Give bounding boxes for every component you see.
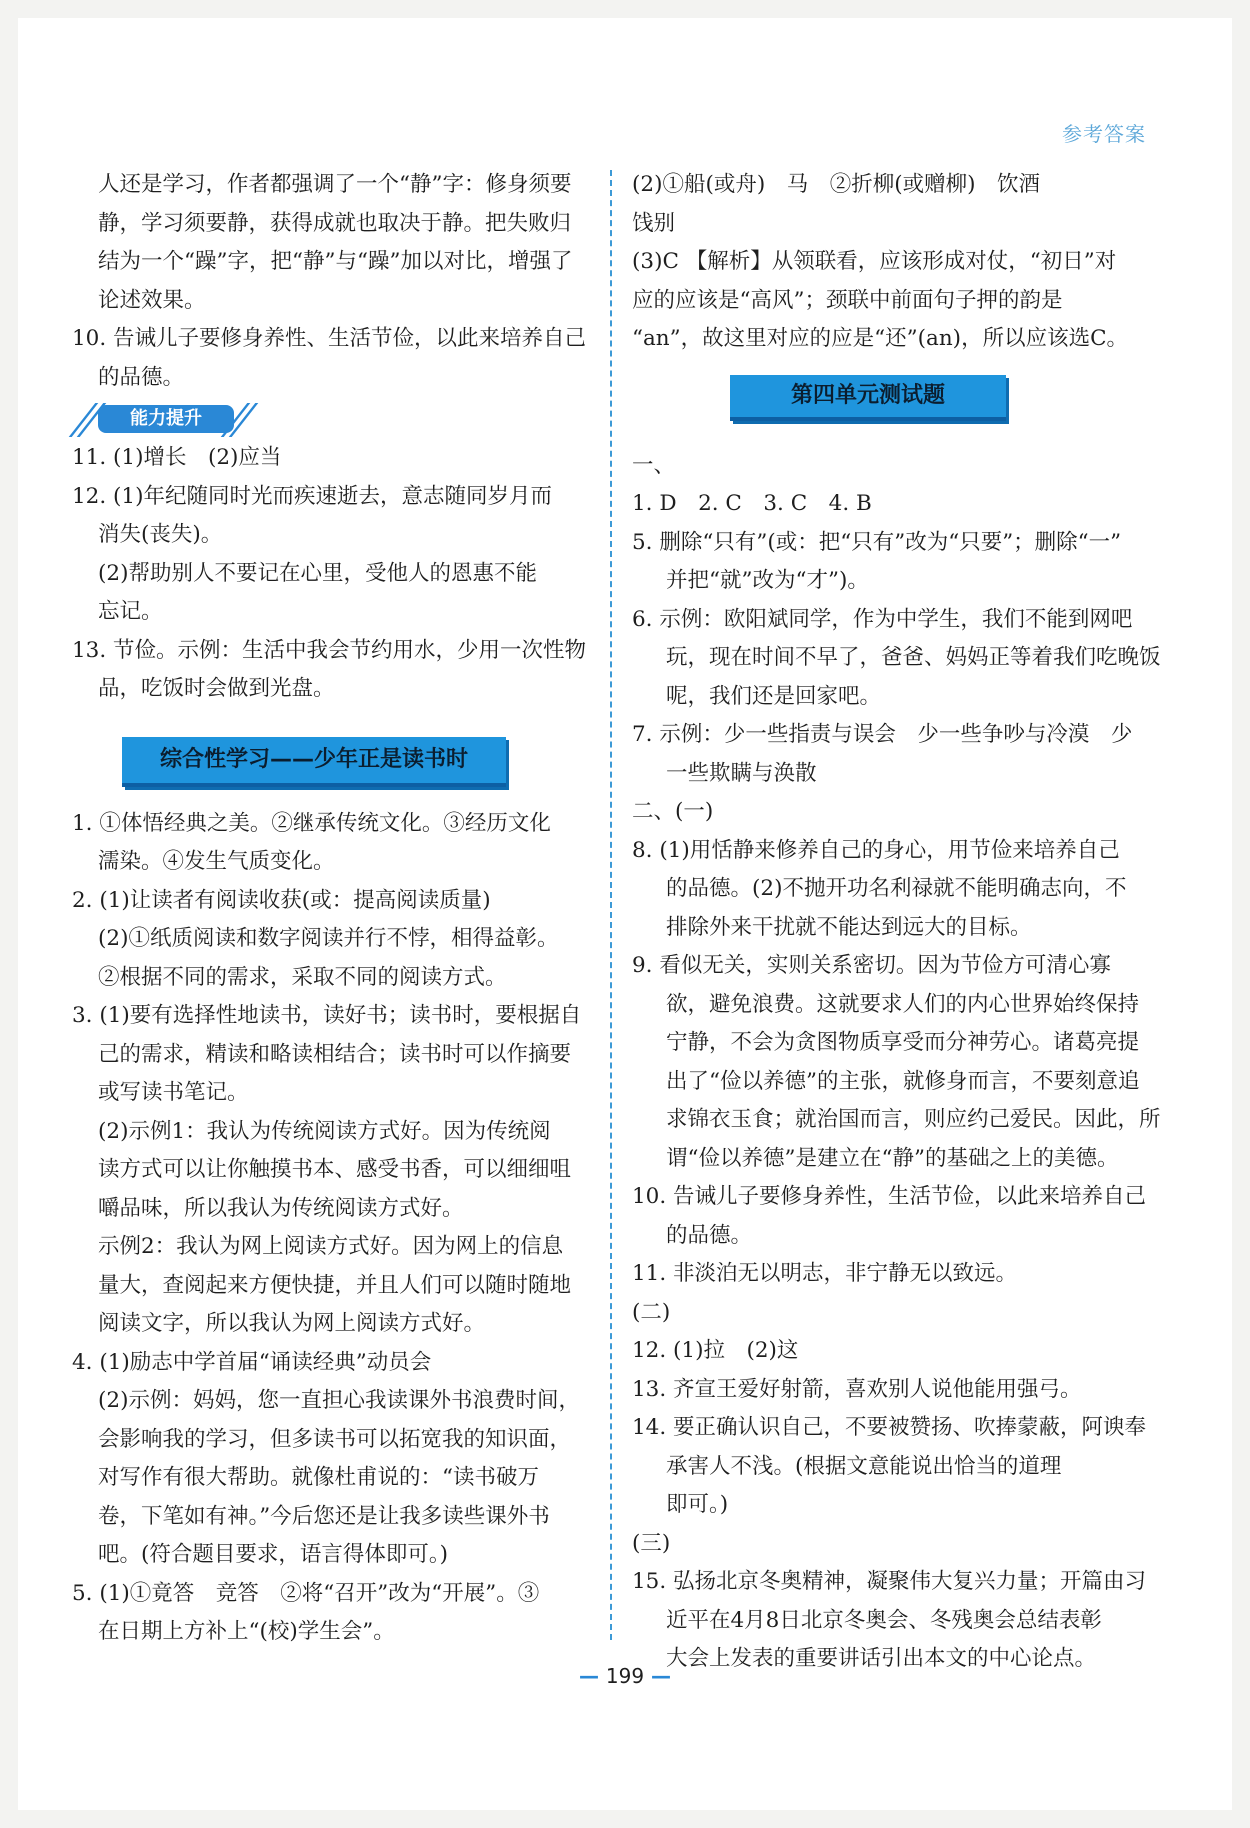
answer-line: 嚼品味，所以我认为传统阅读方式好。	[98, 1195, 464, 1221]
answer-line: 阅读文字，所以我认为网上阅读方式好。	[98, 1311, 486, 1336]
right-lines-b	[632, 447, 1161, 1679]
column-divider	[610, 170, 612, 1640]
page-footer	[0, 1664, 1250, 1688]
answer-line: 12. (1)拉 (2)这	[632, 1338, 799, 1363]
answer-line: 会影响我的学习，但多读书可以拓宽我的知识面，	[98, 1426, 572, 1452]
section-title-unit-test: 第四单元测试题	[730, 375, 1006, 421]
answer-line: 忘记。	[98, 599, 163, 624]
page-header-title: 参考答案	[1062, 122, 1146, 146]
answer-line: 的品德。	[666, 1222, 753, 1248]
answer-line: ②根据不同的需求，采取不同的阅读方式。	[98, 964, 507, 990]
answer-line: 示例2：我认为网上阅读方式好。因为网上的信息	[98, 1234, 564, 1259]
answer-line: 11. 非淡泊无以明志，非宁静无以致远。	[632, 1261, 1018, 1286]
answer-line: (二)	[632, 1299, 671, 1325]
answer-line: 承害人不浅。(根据文意能说出恰当的道理	[666, 1453, 1062, 1479]
left-column	[72, 166, 592, 1652]
ability-improvement-tag: 能力提升	[98, 405, 234, 433]
answer-line: 论述效果。	[98, 287, 206, 313]
answer-line: 谓“俭以养德”是建立在“静”的基础之上的美德。	[666, 1145, 1119, 1171]
answer-line: 对写作有很大帮助。就像杜甫说的：“读书破万	[98, 1465, 539, 1490]
answer-line: 5. (1)①竟答 竞答 ②将“召开”改为“开展”。③	[72, 1580, 540, 1606]
answer-line: (2)①船(或舟) 马 ②折柳(或赠柳) 饮酒	[632, 172, 1041, 197]
section-title-reading: 综合性学习——少年正是读书时	[122, 737, 506, 787]
answer-line: 卷，下笔如有神。”今后您还是让我多读些课外书	[98, 1503, 550, 1529]
answer-line: 一、	[632, 452, 676, 478]
answer-line: 6. 示例：欧阳斌同学，作为中学生，我们不能到网吧	[632, 606, 1133, 632]
answer-line: 即可。)	[666, 1492, 729, 1517]
ability-tag-row	[72, 399, 592, 439]
answer-line: 己的需求，精读和略读相结合；读书时可以作摘要	[98, 1041, 572, 1067]
answer-line: “an”，故这里对应的应是“还”(an)，所以应该选C。	[632, 326, 1129, 351]
answer-line: 2. (1)让读者有阅读收获(或：提高阅读质量)	[72, 887, 491, 913]
answer-line: 大会上发表的重要讲话引出本文的中心论点。	[666, 1646, 1097, 1671]
answer-line: 出了“俭以养德”的主张，就修身而言，不要刻意追	[666, 1068, 1140, 1094]
answer-line: 13. 齐宣王爱好射箭，喜欢别人说他能用强弓。	[632, 1376, 1082, 1402]
answer-line: 人还是学习，作者都强调了一个“静”字：修身须要	[98, 172, 572, 197]
answer-line: (3)C 【解析】从领联看，应该形成对仗，“初日”对	[632, 249, 1117, 274]
left-lines-b	[72, 439, 592, 709]
answer-line: 欲，避免浪费。这就要求人们的内心世界始终保持	[666, 991, 1140, 1017]
answer-line: 消失(丧失)。	[98, 522, 223, 547]
answer-line: 读方式可以让你触摸书本、感受书香，可以细细咀	[98, 1157, 572, 1182]
answer-line: 3. (1)要有选择性地读书，读好书；读书时，要根据自	[72, 1003, 582, 1028]
right-column	[632, 166, 1161, 1679]
answer-line: 在日期上方补上“(校)学生会”。	[98, 1619, 395, 1644]
answer-line: 二、(一)	[632, 799, 714, 824]
answer-line: 结为一个“躁”字，把“静”与“躁”加以对比，增强了	[98, 249, 573, 274]
answer-line: 13. 节俭。示例：生活中我会节约用水，少用一次性物	[72, 637, 587, 663]
footer-dash-decoration: —	[644, 1664, 672, 1688]
answer-line: 排除外来干扰就不能达到远大的目标。	[666, 914, 1032, 940]
answer-line: 濡染。④发生气质变化。	[98, 849, 335, 874]
answer-line: (2)帮助别人不要记在心里，受他人的恩惠不能	[98, 560, 537, 586]
footer-dash-decoration: —	[578, 1664, 606, 1688]
left-lines-c	[72, 805, 592, 1652]
answer-line: 或写读书笔记。	[98, 1080, 249, 1105]
answer-line: 10. 告诫儿子要修身养性，生活节俭，以此来培养自己	[632, 1184, 1147, 1209]
answer-line: (三)	[632, 1530, 671, 1556]
answer-line: 的品德。(2)不抛开功名利禄就不能明确志向，不	[666, 876, 1127, 901]
answer-line: (2)示例：妈妈，您一直担心我读课外书浪费时间，	[98, 1388, 580, 1413]
answer-line: 吧。(符合题目要求，语言得体即可。)	[98, 1542, 449, 1567]
page-number: 199	[605, 1664, 645, 1688]
answer-line: 5. 删除“只有”(或：把“只有”改为“只要”；删除“一”	[632, 529, 1122, 555]
answer-line: 宁静，不会为贪图物质享受而分神劳心。诸葛亮提	[666, 1030, 1140, 1055]
answer-line: 10. 告诫儿子要修身养性、生活节俭，以此来培养自己	[72, 326, 587, 351]
answer-line: 求锦衣玉食；就治国而言，则应约己爱民。因此，所	[666, 1107, 1161, 1132]
answer-line: 1. D 2. C 3. C 4. B	[632, 491, 872, 516]
answer-line: 量大，查阅起来方便快捷，并且人们可以随时随地	[98, 1272, 572, 1298]
answer-line: 静，学习须要静，获得成就也取决于静。把失败归	[98, 210, 572, 236]
answer-line: 的品德。	[98, 364, 185, 390]
answer-line: (2)①纸质阅读和数字阅读并行不悖，相得益彰。	[98, 926, 559, 951]
answer-line: 12. (1)年纪随同时光而疾速逝去，意志随同岁月而	[72, 483, 552, 509]
answer-line: 9. 看似无关，实则关系密切。因为节俭方可清心寡	[632, 953, 1111, 978]
answer-line: 7. 示例：少一些指责与误会 少一些争吵与冷漠 少	[632, 722, 1133, 747]
answer-line: 8. (1)用恬静来修养自己的身心，用节俭来培养自己	[632, 837, 1120, 863]
left-lines-a	[72, 166, 592, 397]
answer-line: 品，吃饭时会做到光盘。	[98, 676, 335, 701]
answer-line: 1. ①体悟经典之美。②继承传统文化。③经历文化	[72, 810, 551, 836]
answer-line: 应的应该是“高风”；颈联中前面句子押的韵是	[632, 287, 1063, 313]
answer-line: 11. (1)增长 (2)应当	[72, 445, 282, 470]
answer-line: 呢，我们还是回家吧。	[666, 683, 882, 709]
answer-line: 近平在4月8日北京冬奥会、冬残奥会总结表彰	[666, 1607, 1102, 1633]
answer-line: 14. 要正确认识自己，不要被赞扬、吹捧蒙蔽，阿谀奉	[632, 1415, 1147, 1440]
right-lines-a	[632, 166, 1152, 359]
answer-line: 4. (1)励志中学首届“诵读经典”动员会	[72, 1349, 432, 1375]
answer-line: 15. 弘扬北京冬奥精神，凝聚伟大复兴力量；开篇由习	[632, 1569, 1147, 1594]
answer-line: 饯别	[632, 210, 676, 236]
answer-line: 并把“就”改为“才”)。	[666, 568, 869, 593]
answer-line: 玩，现在时间不早了，爸爸、妈妈正等着我们吃晚饭	[666, 645, 1161, 670]
answer-line: (2)示例1：我认为传统阅读方式好。因为传统阅	[98, 1118, 551, 1144]
answer-line: 一些欺瞒与涣散	[666, 760, 817, 786]
